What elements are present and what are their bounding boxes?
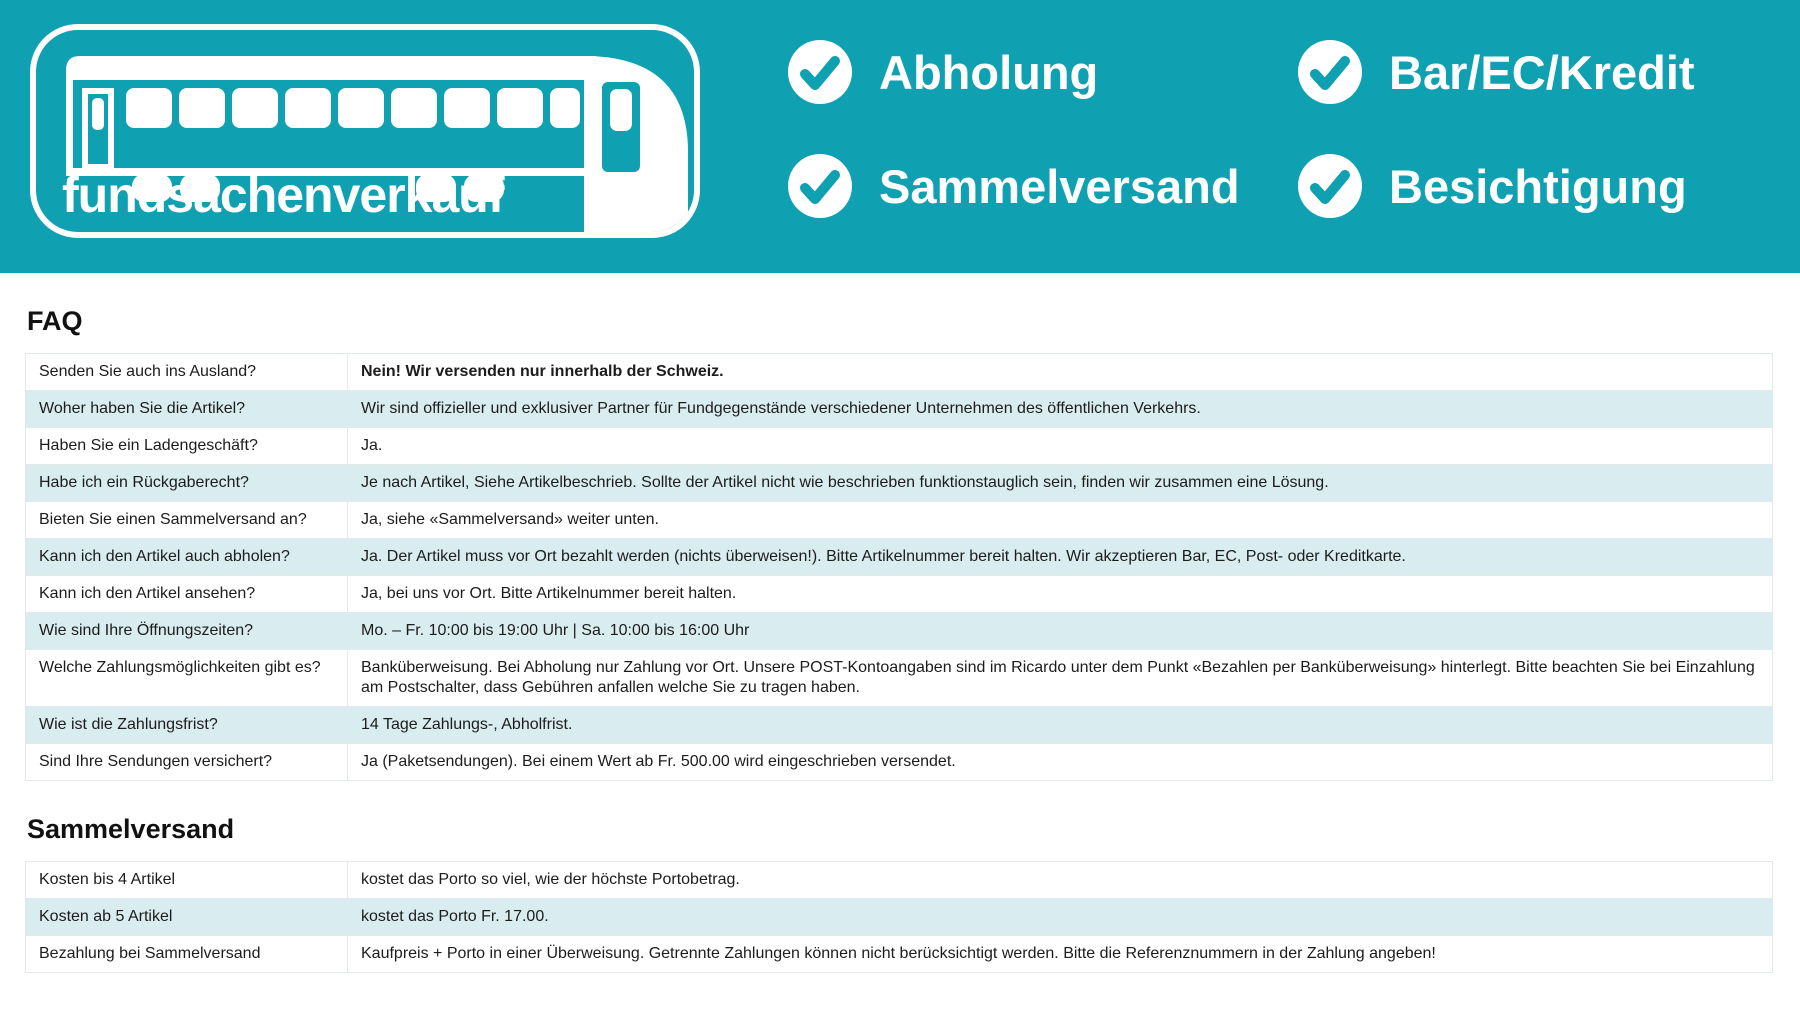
feature-label: Bar/EC/Kredit [1389,45,1695,99]
faq-answer: Banküberweisung. Bei Abholung nur Zahlung vor Ort. Unsere POST-Kontoangaben sind im Ricardo unter dem Punkt «Bezahlen per Banküberweisung» hinterlegt. Bitte beachten Sie bei Einzahlung am Postschalter, dass Gebühren anfallen welche Sie zu tragen haben. [348,650,1773,707]
faq-answer: Nein! Wir versenden nur innerhalb der Schweiz. [348,354,1773,391]
table-row [26,539,1773,576]
feature-besichtigung [1297,153,1687,219]
table-row [26,391,1773,428]
feature-label: Abholung [879,45,1099,99]
faq-answer: Ja, siehe «Sammelversand» weiter unten. [348,502,1773,539]
logo [30,24,700,238]
sammelversand-heading: Sammelversand [27,814,235,844]
sammelversand-question: Kosten ab 5 Artikel [26,899,348,936]
faq-answer: Ja (Paketsendungen). Bei einem Wert ab Fr. 500.00 wird eingeschrieben versendet. [348,744,1773,781]
check-icon [1297,153,1363,219]
faq-question: Wie sind Ihre Öffnungszeiten? [26,613,348,650]
faq-table [25,353,1773,781]
table-row [26,428,1773,465]
faq-question: Bieten Sie einen Sammelversand an? [26,502,348,539]
check-icon [1297,39,1363,105]
sammelversand-question: Bezahlung bei Sammelversand [26,936,348,973]
sammelversand-table [25,861,1773,973]
faq-question: Sind Ihre Sendungen versichert? [26,744,348,781]
faq-question: Kann ich den Artikel auch abholen? [26,539,348,576]
faq-answer: Ja, bei uns vor Ort. Bitte Artikelnummer bereit halten. [348,576,1773,613]
table-row [26,576,1773,613]
feature-label: Besichtigung [1389,159,1687,213]
faq-question: Welche Zahlungsmöglichkeiten gibt es? [26,650,348,707]
faq-question: Senden Sie auch ins Ausland? [26,354,348,391]
logo-frame [36,30,694,232]
faq-heading: FAQ [27,306,83,336]
sammelversand-answer: kostet das Porto so viel, wie der höchste Portobetrag. [348,862,1773,899]
faq-question: Kann ich den Artikel ansehen? [26,576,348,613]
check-icon [787,39,853,105]
faq-question: Habe ich ein Rückgaberecht? [26,465,348,502]
faq-question: Wie ist die Zahlungsfrist? [26,707,348,744]
sammelversand-question: Kosten bis 4 Artikel [26,862,348,899]
logo-wordmark: fundsachenverkauf [62,167,504,223]
faq-question: Haben Sie ein Ladengeschäft? [26,428,348,465]
faq-answer: Ja. Der Artikel muss vor Ort bezahlt werden (nichts überweisen!). Bitte Artikelnummer bereit halten. Wir akzeptieren Bar, EC, Post- oder Kreditkarte. [348,539,1773,576]
faq-answer: Mo. – Fr. 10:00 bis 19:00 Uhr | Sa. 10:00 bis 16:00 Uhr [348,613,1773,650]
faq-answer: 14 Tage Zahlungs-, Abholfrist. [348,707,1773,744]
sammelversand-answer: Kaufpreis + Porto in einer Überweisung. Getrennte Zahlungen können nicht berücksichtigt werden. Bitte die Referenznummern in der Zahlung angeben! [348,936,1773,973]
feature-bar-ec-kredit [1297,39,1695,105]
table-row [26,613,1773,650]
table-row [26,707,1773,744]
table-row [26,354,1773,391]
feature-sammelversand [787,153,1240,219]
table-row [26,862,1773,899]
faq-answer: Ja. [348,428,1773,465]
faq-answer: Je nach Artikel, Siehe Artikelbeschrieb. Sollte der Artikel nicht wie beschrieben funktionstauglich sein, finden wir zusammen eine Lösung. [348,465,1773,502]
faq-answer: Wir sind offizieller und exklusiver Partner für Fundgegenstände verschiedener Unternehmen des öffentlichen Verkehrs. [348,391,1773,428]
table-row [26,936,1773,973]
feature-label: Sammelversand [879,159,1240,213]
table-row [26,650,1773,707]
check-icon [787,153,853,219]
header-band [0,0,1800,273]
feature-abholung [787,39,1098,105]
table-row [26,899,1773,936]
table-row [26,744,1773,781]
page-content [0,306,1800,973]
faq-question: Woher haben Sie die Artikel? [26,391,348,428]
sammelversand-answer: kostet das Porto Fr. 17.00. [348,899,1773,936]
table-row [26,502,1773,539]
table-row [26,465,1773,502]
